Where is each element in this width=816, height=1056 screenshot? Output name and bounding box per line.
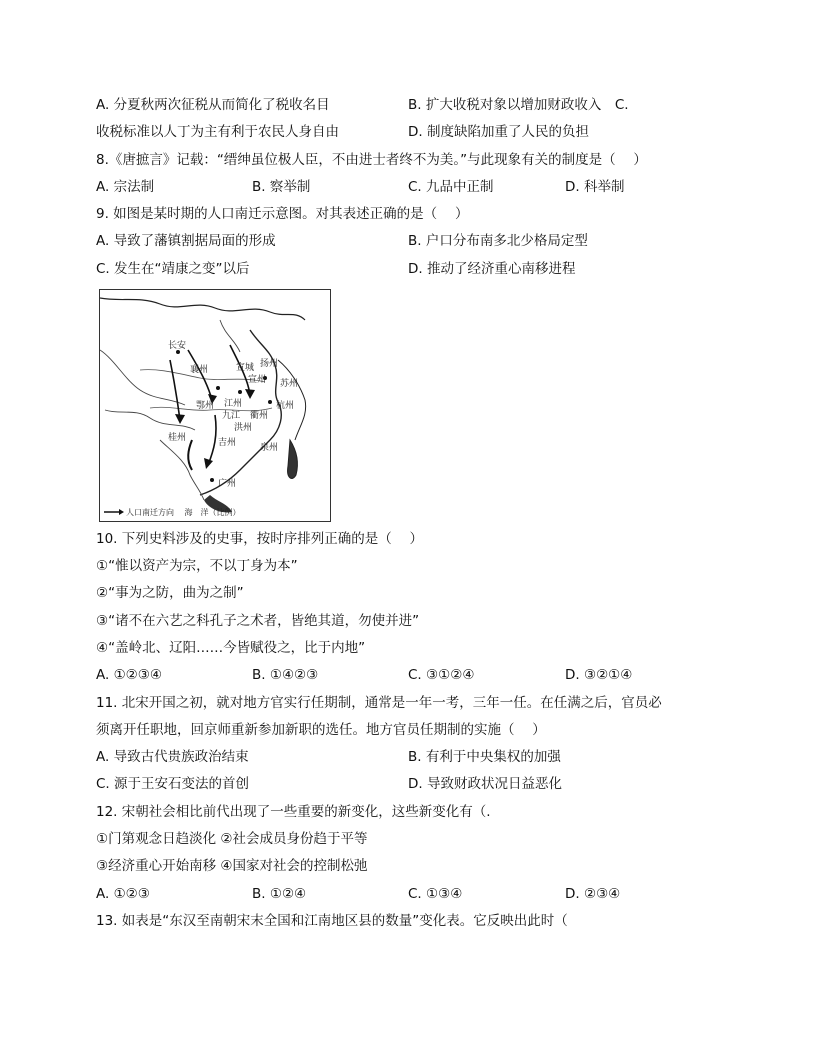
q10-item-1: ①“惟以资产为宗，不以丁身为本”	[96, 558, 298, 574]
q9-option-a: A. 导致了藩镇割据局面的形成	[96, 233, 276, 249]
q10-option-b: B. ①④②③	[252, 667, 319, 683]
q10-option-d: D. ③②①④	[565, 667, 633, 683]
map-label-quanzhou: 泉州	[260, 443, 279, 453]
q8-stem: 8.《唐摭言》记载：“缙绅虽位极人臣，不由进士者终不为美。”与此现象有关的制度是（ ）	[96, 152, 647, 168]
q12-option-d: D. ②③④	[565, 886, 621, 902]
q11-stem-line1: 11. 北宋开国之初，就对地方官实行任期制，通常是一年一考，三年一任。在任满之后，官员必	[96, 695, 662, 711]
map-label-suzhou: 苏州	[280, 379, 299, 389]
q7-option-c: 收税标准以人丁为主有利于农民人身自由	[96, 124, 339, 140]
q10-stem: 10. 下列史料涉及的史事，按时序排列正确的是（ ）	[96, 531, 424, 547]
map-label-guizhou: 桂州	[168, 433, 187, 443]
q9-option-b: B. 户口分布南多北少格局定型	[408, 233, 588, 249]
q13-stem: 13. 如表是“东汉至南朝宋末全国和江南地区县的数量”变化表。它反映出此时（	[96, 913, 568, 929]
map-label-hongzhou: 洪州	[234, 423, 253, 433]
q11-option-c: C. 源于王安石变法的首创	[96, 776, 250, 792]
q10-option-a: A. ①②③④	[96, 667, 162, 683]
q11-option-d: D. 导致财政状况日益恶化	[408, 776, 562, 792]
map-label-changan: 长安	[168, 341, 187, 351]
q12-items-line2: ③经济重心开始南移 ④国家对社会的控制松弛	[96, 858, 368, 874]
q10-item-4: ④“盖岭北、辽阳……今皆赋役之，比于内地”	[96, 640, 366, 656]
q11-stem-line2: 须离开任职地，回京师重新参加新职的选任。地方官员任期制的实施（ ）	[96, 722, 546, 738]
map-label-quzhou: 衢州	[250, 411, 269, 421]
q7-option-b: B. 扩大收税对象以增加财政收入 C.	[408, 97, 629, 113]
map-label-jiangzhou: 江州	[224, 399, 243, 409]
map-label-xuanzhou: 宣州	[248, 375, 267, 385]
q9-option-c: C. 发生在“靖康之变”以后	[96, 261, 250, 277]
q8-option-a: A. 宗法制	[96, 179, 155, 195]
q7-option-d: D. 制度缺陷加重了人民的负担	[408, 124, 589, 140]
q12-option-b: B. ①②④	[252, 886, 307, 902]
map-label-ezhou: 鄂州	[196, 401, 215, 411]
migration-map	[99, 289, 331, 522]
map-label-xiangzhou: 襄州	[190, 365, 209, 375]
q12-option-c: C. ①③④	[408, 886, 463, 902]
q10-item-2: ②“事为之防，曲为之制”	[96, 585, 244, 601]
map-label-hangzhou: 杭州	[276, 401, 295, 411]
map-legend: 人口南迁方向 海 洋（比例）	[126, 508, 241, 517]
q8-option-d: D. 科举制	[565, 179, 625, 195]
q10-item-3: ③“诸不在六艺之科孔子之术者，皆绝其道，勿使并进”	[96, 613, 420, 629]
map-label-guangzhou: 广州	[218, 479, 237, 489]
q8-option-b: B. 察举制	[252, 179, 311, 195]
map-label-jiujiang: 九江	[222, 411, 241, 421]
map-label-yangzhou: 扬州	[260, 359, 279, 369]
migration-map-svg	[100, 290, 329, 520]
q8-option-c: C. 九品中正制	[408, 179, 494, 195]
q7-option-a: A. 分夏秋两次征税从而简化了税收名目	[96, 97, 330, 113]
map-label-jizhou: 吉州	[218, 438, 237, 448]
q9-option-d: D. 推动了经济重心南移进程	[408, 261, 576, 277]
q11-option-a: A. 导致古代贵族政治结束	[96, 749, 249, 765]
q12-items-line1: ①门第观念日趋淡化 ②社会成员身份趋于平等	[96, 831, 368, 847]
map-label-xuancheng: 宣城	[236, 363, 255, 373]
q12-option-a: A. ①②③	[96, 886, 150, 902]
q10-option-c: C. ③①②④	[408, 667, 475, 683]
q12-stem: 12. 宋朝社会相比前代出现了一些重要的新变化，这些新变化有（.	[96, 804, 491, 820]
q9-stem: 9. 如图是某时期的人口南迁示意图。对其表述正确的是（ ）	[96, 206, 469, 222]
q11-option-b: B. 有利于中央集权的加强	[408, 749, 561, 765]
